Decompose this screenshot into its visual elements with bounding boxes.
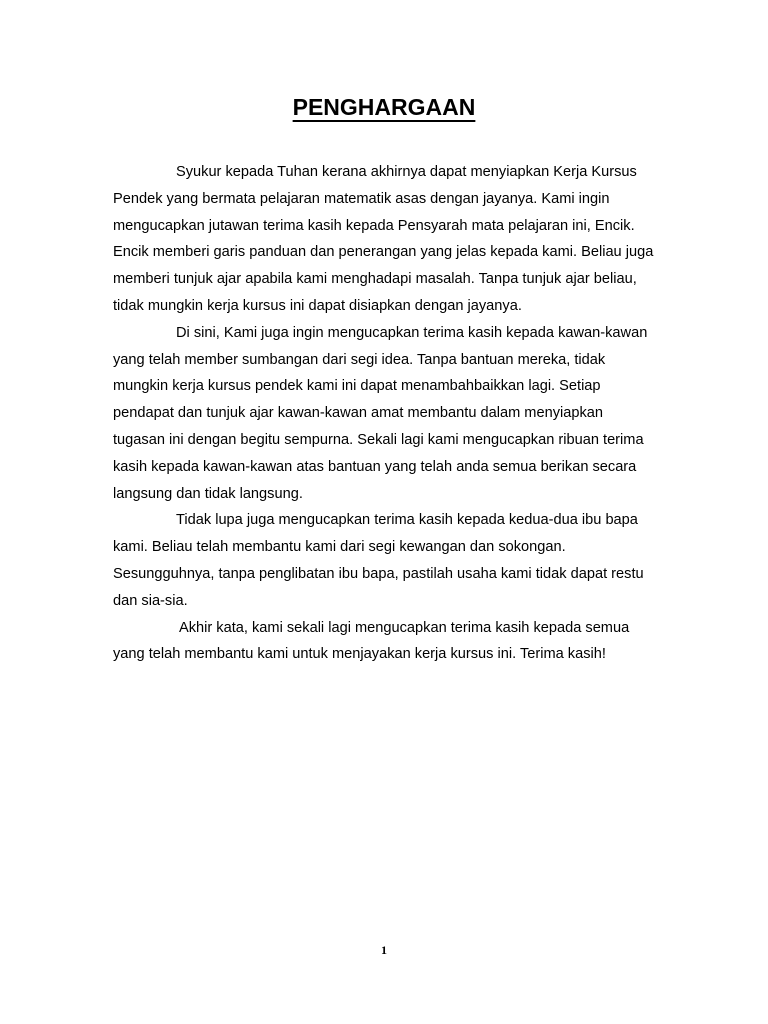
paragraph-2: Di sini, Kami juga ingin mengucapkan terima kasih kepada kawan-kawan yang telah member sumbangan dari segi idea. Tanpa bantuan mereka, tidak mungkin kerja kursus pendek kami ini dapat menambahbaikkan lagi. Setiap pendapat dan tunjuk ajar kawan-kawan amat membantu dalam menyiapkan tugasan ini dengan begitu sempurna. Sekali lagi kami mengucapkan ribuan terima kasih kepada kawan-kawan atas bantuan yang telah anda semua berikan secara langsung dan tidak langsung.: [113, 324, 648, 502]
paragraph-3: Tidak lupa juga mengucapkan terima kasih kepada kedua-dua ibu bapa kami. Beliau telah membantu kami dari segi kewangan dan sokongan. Sesungguhnya, tanpa penglibatan ibu bapa, pastilah usaha kami tidak dapat restu dan sia-sia.: [113, 512, 644, 609]
paragraph-1: Syukur kepada Tuhan kerana akhirnya dapat menyiapkan Kerja Kursus Pendek yang bermata pelajaran matematik asas dengan jayanya. Kami ingin mengucapkan jutawan terima kasih kepada Pensyarah mata pelajaran ini, Encik. Encik memberi garis panduan dan penerangan yang jelas kepada kami. Beliau juga memberi tunjuk ajar apabila kami menghadapi masalah. Tanpa tunjuk ajar beliau, tidak mungkin kerja kursus ini dapat disiapkan dengan jayanya.: [113, 164, 654, 314]
page-title: [0, 90, 768, 124]
page-number: 1: [381, 943, 387, 957]
paragraph-4: Akhir kata, kami sekali lagi mengucapkan terima kasih kepada semua yang telah membantu kami untuk menjayakan kerja kursus ini. Terima kasih!: [113, 619, 630, 663]
document-body: [113, 159, 658, 668]
page-title-text: PENGHARGAAN: [292, 94, 476, 120]
